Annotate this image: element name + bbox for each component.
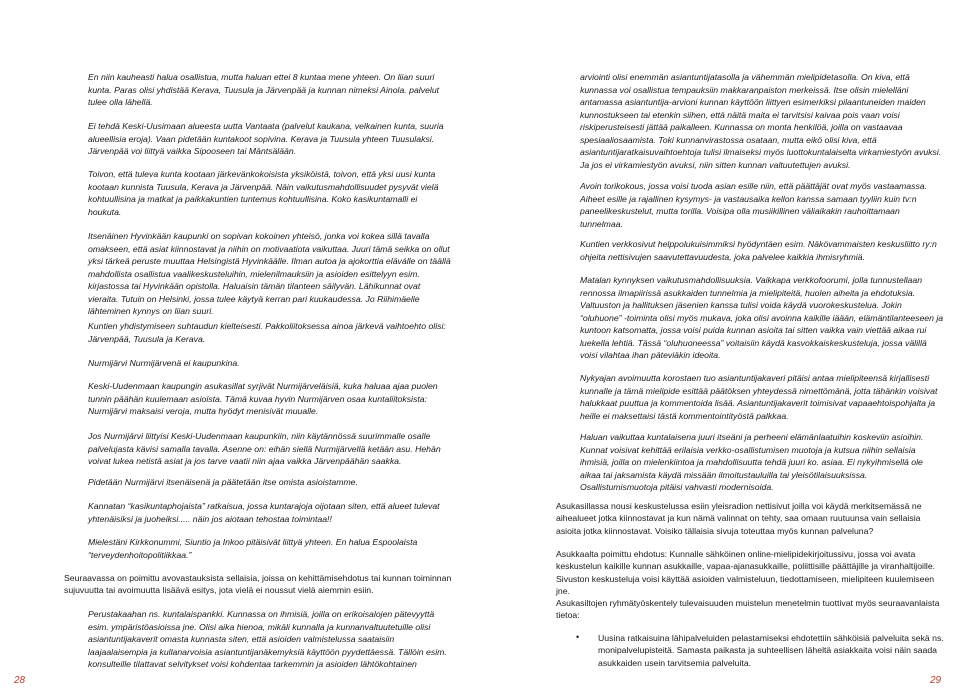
left-paragraph-7: Keski-Uudenmaan kaupungin asukasillat syrjivät Nurmijärveläisiä, kuka haluaa ajaa puolen tunnin päähän kuulemaan asioista. Tämä kuvaa hyvin Nurmijärven osaa kuntaliitoksista: Nurmijärvi maksaisi veroja, mutta hyödyt menisivät muualle. [88,381,438,416]
left-paragraph-8: Jos Nurmijärvi liittyisi Keski-Uudenmaan kaupunkiin, niin käytännössä suurimmalle osalle palvelujasta kävisi samalla tavalla. Asenne on: eihän siellä Nurmijärvellä ketään asu. Hehän voivat lukea netistä asiat ja jos tarve vaatii niin ajaa vaikka Järvenpäähän saakka. [88,431,441,466]
page-number-left: 28 [14,675,26,686]
left-paragraph-2: Ei tehdä Keski-Uusimaan alueesta uutta Vantaata (palvelut kaukana, velkainen kunta, suuria alueellisia eroja). Vaan pidetään kuntakoot sopivina. Kerava ja Tuusula yhteen Tuusulaksi. Järvenpää voi liittyä vaikka Sipooseen tai Mäntsälään. [88,121,444,156]
right-intro-paragraph-1: Asukasillassa nousi keskustelussa esiin yleisradion nettisivut joilla voi käydä merkitsemässä ne aihealueet jotka kiinnostavat ja kun nämä valinnat on tehty, saa omaan ruutuunsa vain sellaisia asioita jotka kiinnostavat. Voisiko tällaisia sivuja toteuttaa myös kunnan palveluna? [556,501,922,536]
left-paragraph-11: Mielestäni Kirkkonummi, Siuntio ja Inkoo pitäisivät liittyä yhteen. En halua Espoolaista “terveydenhoitopolitiikkaa.” [88,537,418,560]
bullet-dot-icon: • [576,632,580,642]
right-paragraph-2: Avoin torikokous, jossa voisi tuoda asian esille niin, että päättäjät ovat myös vastaamassa. Aiheet esille ja rajallinen kysymys- ja vastausaika kellon kanssa samaan tyyliin kuin tv:n paneelikeskustelut, mutta torilla. Voisipa olla musiikillinen väliaikakin rauhoittamaan tunnelmaa. [580,181,928,229]
right-paragraph-6: Haluan vaikuttaa kuntalaisena juuri itseäni ja perheeni elämänlaatuihin koskeviin asioihin. Kunnat voisivat kehittää erilaisia verkko-osallistumisen muotoja ja kutsua niihin sellaisia ihmisiä, joilla on mielenkiintoa ja mahdollisuutta tehdä juuri ko. asiaa. Ei nykyihmisellä ole aikaa tai jaksamista käydä missään ilmoitustauluilla tai yleisötilaisuuksissa. Osallistumismuotoja pitäisi vahvasti modernisoida. [580,432,924,492]
right-paragraph-1: arviointi olisi enemmän asiantuntijatasolla ja vähemmän mielipidetasolla. On kiva, että kunnassa voi osallistua tempauksiin makkaranpaiston merkeissä. Itse olisin mielelläni antamassa asiantuntija-arvioni kunnan käyttöön liittyen esimerkiksi pilaantuneiden maiden kunnostukseen tai etenkin siihen, että näitä maita ei tarvitsisi kaivaa pois vaan voisi riskiperusteisesti jättää paikalleen. Kunnassa on monta henkilöä, joilla on vastaavaa spesiaaliosaamista. Toki kunnanvirastossa osataan, mutta eikö olisi kiva, että asiantuntijaratkaisuvaihtoehtoja tulisi ilmaiseksi myös luottokuntalaiselta virkamiestyön avuksi. Ja jos ei virkamiestyön avuksi, niin sitten kunnan valtuutettujen avuksi. [580,72,942,170]
right-intro-paragraph-2: Asukkaalta poimittu ehdotus: Kunnalle sähköinen online-mielipidekirjoitussivu, jossa voi avata keskustelun kaikille kunnan asukkaille, vapaa-ajanasukkaille, poliittisille päättäjille ja viranhaltijoille. Sivuston keskusteluja voisi käyttää asioiden valmisteluun, tiedottamiseen, mielipiteen kuulemiseen jne. [556,549,936,597]
left-intro-paragraph: Seuraavassa on poimittu avovastauksista sellaisia, joissa on kehittämisehdotus tai kunnan toiminnan sujuvuutta tai avoimuutta lisäävä esitys, jota vielä ei noussut vielä aiemmin esiin. [64,573,452,596]
left-paragraph-4: Itsenäinen Hyvinkään kaupunki on sopivan kokoinen yhteisö, jonka voi kokea sillä tavalla omakseen, että asiat kiinnostavat ja niihin on motivaatiota vaikuttaa. Juuri tämä seikka on ollut yksi tärkeä peruste muuttaa Helsingistä Hyvinkäälle. Ilman autoa ja ajokorttia eläválle on täällä mahdollista osallistua vaalikeskusteluihin, mielenilmauksiin ja asioiden esittelyyn esim. kirjastossa tai Hyvinkään opistolla. Haluaisin tämän tilanteen säilyvän. Lähikunnat ovat vieraita. Tutuin on Helsinki, jossa tulee käytyä kerran pari kuukaudessa. Jo Riihimäelle lähteminen kynnys on liian suuri. [88,231,451,316]
left-paragraph-5: Kuntien yhdistymiseen suhtaudun kielteisesti. Pakkoliitoksessa ainoa järkevä vaihtoehto olisi: Järvenpää, Tuusula ja Kerava. [88,321,446,344]
left-paragraph-6: Nurmijärvi Nurmijärvenä ei kaupunkina. [88,358,240,368]
left-paragraph-10: Kannatan “kasikuntaphojaista” ratkaisua, jossa kuntarajoja oijotaan siten, että alueet tulevat yhtenäisiksi ja juoheiksi..... näin jos aiotaan tehostaa toimintaa!! [88,501,440,524]
right-paragraph-4: Matalan kynnyksen vaikutusmahdollisuuksia. Vaikkapa verkkofoorumi, jolla tunnustellaan rennossa ilmapiirissä asukkaiden tunnelmia ja mielipiteitä, huolen aiheita ja ehdotuksia. Valtuuston ja hallituksen jäsenien kanssa tulisi voida käydä vuorokeskustelua. Jokin “oluhuone” -toiminta olisi myös mukava, joka olisi avoinna kaikille iäään, elämäntilanteeseen ja kuntoon katsomatta, jossa voisi puida kunnan asioita tai sitten vaikka vain viettää aikaa rui luekella lehtiä. Tässä “oluhuoneessa” voitaisiin käydä kasvokkaiskeskusteluja, jossa välillä voisi vilahtaa ihan päteviäkin ideoita. [580,275,944,360]
left-paragraph-12: Perustakaahan ns. kuntalaispankki. Kunnassa on ihmisiä, joilla on erikoisalojen pätevyyttä esim. ympäristöasioissa jne. Olisi aika hienoa, mikäli kunnalla ja kunnanvaltuutetuille olisi asiantuntijakaverit omasta kunnasta siten, että asioiden valmistelussa saataisiin laajaalaisempia ja kullanarvoisia asiantuntijanäkemyksiä käyttöön pyydettäessä. Tällöin esim. konsulteille tilattavat selvitykset voisi kohdentaa tarkemmin ja asioiden lähtökohtainen [88,609,447,669]
right-paragraph-3: Kuntien verkkosivut helppolukuisimmiksi hyödyntäen esim. Näkövammaisten keskusliitto ry:n ohjeita nettisivujen saavutettavuudesta, joka palvelee kaikkia ihmisryhmiä. [580,239,937,262]
left-paragraph-9: Pidetään Nurmijärvi itsenäisenä ja päätetään itse omista asioistamme. [88,477,358,487]
left-paragraph-3: Toivon, että tuleva kunta kootaan järkevänkokoisista yksiköistä, toivon, että yksi uusi kunta kootaan kunnista Tuusula, Kerava ja Järvenpää. Näin vaikutusmahdollisuudet pysyvät vielä kohtuullisina ja matkat ja paikkakuntien tuntemus kohtuullisina. Koko kasikuntamalli ei houkuta. [88,169,439,217]
page-number-right: 29 [930,675,942,686]
left-paragraph-1: En niin kauheasti halua osallistua, mutta haluan ettei 8 kuntaa mene yhteen. On liian suuri kunta. Paras olisi yhdistää Kerava, Tuusula ja Järvenpää ja kunnan nimeksi Ainola. palvelut tulee olla lähellä. [88,72,440,107]
right-paragraph-5: Nykyajan avoimuutta korostaen tuo asiantuntijakaveri pitäisi antaa mielipiteensä kirjallisesti kunnalle ja tämä mielipide esittää päätöksen yhteydessä nimettömänä, jotta tähänkin voisivat halukkaat puuttua ja kommentoida lisää. Asiantuntijakaverit toimisivat vapaaehtoispohjalta ja heille ei maksettaisi tästä kommentointityöstä palkkaa. [580,373,938,421]
bullet-item: Uusina ratkaisuina lähipalveluiden pelastamiseksi ehdotettiin sähköisiä palveluita sekä ns. monipalvelupisteitä. Samasta paikasta ja suhteellisen läheltä asiakkaita voisi näin saada asukkaiden usein tarvitsemia palveluita. [598,633,944,668]
right-intro-paragraph-3: Asukasiltojen ryhmätyöskentely tulevaisuuden muistelun menetelmin tuottivat myös seuraavanlaista tietoa: [556,598,940,621]
